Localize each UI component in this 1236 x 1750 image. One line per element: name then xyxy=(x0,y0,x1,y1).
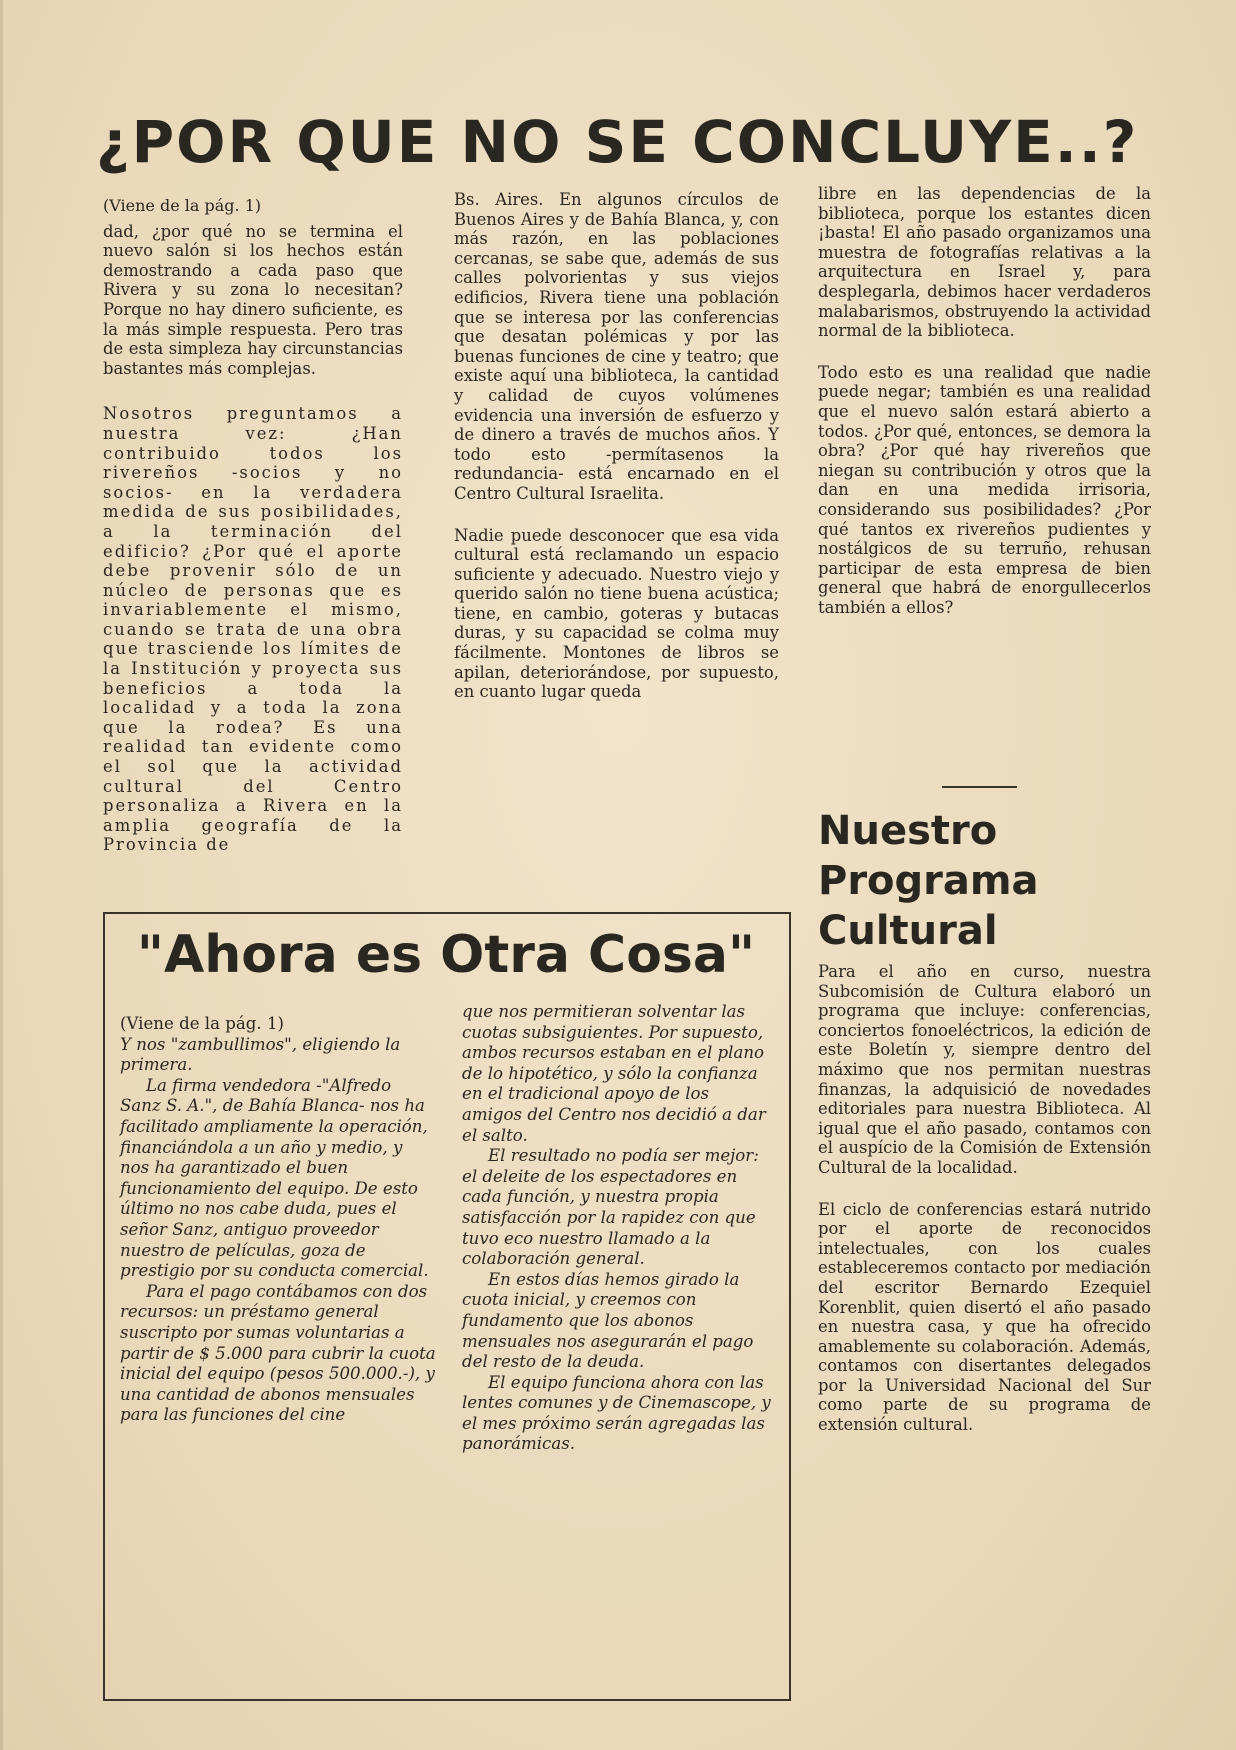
title-line: Cultural xyxy=(818,908,998,954)
continued-note: (Viene de la pág. 1) xyxy=(103,196,262,215)
paragraph: Para el año en curso, nuestra Subcomisión de Cultura elaboró un programa que incluye: conferencias, conciertos fonoeléctricos, la edición de este Boletín y, siempre dentro del máximo que nos permitan nuestras finanzas, la adquisició de novedades editoriales para nuestra Biblioteca. Al igual que el año pasado, contamos con el auspício de la Comisión de Extensión Cultural de la localidad. xyxy=(818,962,1151,1177)
page-headline: ¿POR QUE NO SE CONCLUYE..? xyxy=(96,108,1139,176)
article1-column-1 xyxy=(103,196,403,872)
paragraph: Bs. Aires. En algunos círculos de Buenos Aires y de Bahía Blanca, y, con más razón, en las poblaciones cercanas, se sabe que, además de sus calles polvorientas y sus viejos edificios, Rivera tiene una población que se interesa por las conferencias que desatan polémicas y por las buenas funciones de cine y teatro; que existe aquí una biblioteca, la cantidad y calidad de cuyos volúmenes evidencia una inversión de esfuerzo y de dinero a través de muchos años. Y todo esto -permítasenos la redundancia- está encarnado en el Centro Cultural Israelita. xyxy=(454,190,779,503)
paragraph: que nos permitieran solventar las cuotas subsiguientes. Por supuesto, ambos recursos estaban en el plano de lo hipotético, y sólo la confianza en el tradicional apoyo de los amigos del Centro nos decidió a dar el salto. xyxy=(462,1002,766,1145)
paragraph: El equipo funciona ahora con las lentes comunes y de Cinemascope, y el mes próximo serán agregadas las panorámicas. xyxy=(462,1372,771,1454)
paragraph: Nadie puede desconocer que esa vida cultural está reclamando un espacio suficiente y adecuado. Nuestro viejo y querido salón no tiene buena acústica; tiene, en cambio, goteras y butacas duras, y su capacidad se colma muy fácilmente. Montones de libros se apilan, deteriorándose, por supuesto, en cuanto lugar queda xyxy=(454,525,779,702)
paragraph: El ciclo de conferencias estará nutrido por el aporte de reconocidos intelectuales, con los cuales estableceremos contacto por mediación del escritor Bernardo Ezequiel Korenblit, quien disertó el año pasado en nuestra casa, y que ha ofrecido amablemente su colaboración. Además, contamos con disertantes delegados por la Universidad Nacional del Sur como parte de su programa de extensión cultural. xyxy=(818,1199,1151,1435)
section-divider xyxy=(942,786,1017,788)
article2-column-2 xyxy=(462,1002,774,1455)
paragraph: La firma vendedora -"Alfredo Sanz S. A.", de Bahía Blanca- nos ha facilitado ampliamente la operación, financiándola a un año y medio, y nos ha garantizado el buen funcionamiento del equipo. De esto último no nos cabe duda, pues el señor Sanz, antiguo proveedor nuestro de películas, goza de prestigio por su conducta comercial. xyxy=(120,1075,429,1281)
title-line: Programa xyxy=(818,858,1039,904)
article1-column-2 xyxy=(454,190,779,719)
paragraph: En estos días hemos girado la cuota inicial, y creemos con fundamento que los abonos mensuales nos asegurarán el pago del resto de la deuda. xyxy=(462,1269,754,1372)
paper-fold-shadow xyxy=(0,0,3,1750)
paragraph: Nosotros preguntamos a nuestra vez: ¿Han contribuido todos los rivereños -socios y no socios- en la verdadera medida de sus posibilidades, a la terminación del edificio? ¿Por qué el aporte debe provenir sólo de un núcleo de personas que es invariablemente el mismo, cuando se trata de una obra que trasciende los límites de la Institución y proyecta sus beneficios a toda la localidad y a toda la zona que la rodea? Es una realidad tan evidente como el sol que la actividad cultural del Centro personaliza a Rivera en la amplia geografía de la Provincia de xyxy=(103,404,403,855)
article2-column-1 xyxy=(120,1014,436,1426)
cultural-program-title xyxy=(818,806,1118,956)
paragraph: El resultado no podía ser mejor: el deleite de los espectadores en cada función, y nuestra propia satisfacción por la rapidez con que tuvo eco nuestro llamado a la colaboración general. xyxy=(462,1146,759,1269)
paragraph: Todo esto es una realidad que nadie puede negar; también es una realidad que el nuevo salón estará abierto a todos. ¿Por qué, entonces, se demora la obra? ¿Por qué hay rivereños que niegan su contribución y otros que la dan en una medida irrisoria, considerando sus posibilidades? ¿Por qué tantos ex rivereños pudientes y nostálgicos de su terruño, rehusan participar de esta empresa de bien general que habrá de enorgullecerlos también a ellos? xyxy=(818,362,1151,617)
paragraph: libre en las dependencias de la biblioteca, porque los estantes dicen ¡basta! El año pasado organizamos una muestra de fotografías relativas a la arquitectura en Israel y, para desplegarla, debimos hacer verdaderos malabarismos, obstruyendo la actividad normal de la biblioteca. xyxy=(818,184,1151,341)
paragraph: Y nos "zambullimos", eligiendo la primera. xyxy=(120,1034,401,1075)
article3-column xyxy=(818,962,1151,1452)
paragraph: dad, ¿por qué no se termina el nuevo salón si los hechos están demostrando a cada paso que Rivera y su zona lo necesitan? Porque no hay dinero suficiente, es la más simple respuesta. Pero tras de esta simpleza hay circunstancias bastantes más complejas. xyxy=(103,221,403,378)
title-line: Nuestro xyxy=(818,808,998,854)
paragraph: Para el pago contábamos con dos recursos: un préstamo general suscripto por sumas voluntarias a partir de $ 5.000 para cubrir la cuota inicial del equipo (pesos 500.000.-), y una cantidad de abonos mensuales para las funciones del cine xyxy=(120,1281,436,1425)
continued-note: (Viene de la pág. 1) xyxy=(120,1014,284,1033)
article1-column-3 xyxy=(818,184,1151,634)
box-title: "Ahora es Otra Cosa" xyxy=(136,925,756,985)
